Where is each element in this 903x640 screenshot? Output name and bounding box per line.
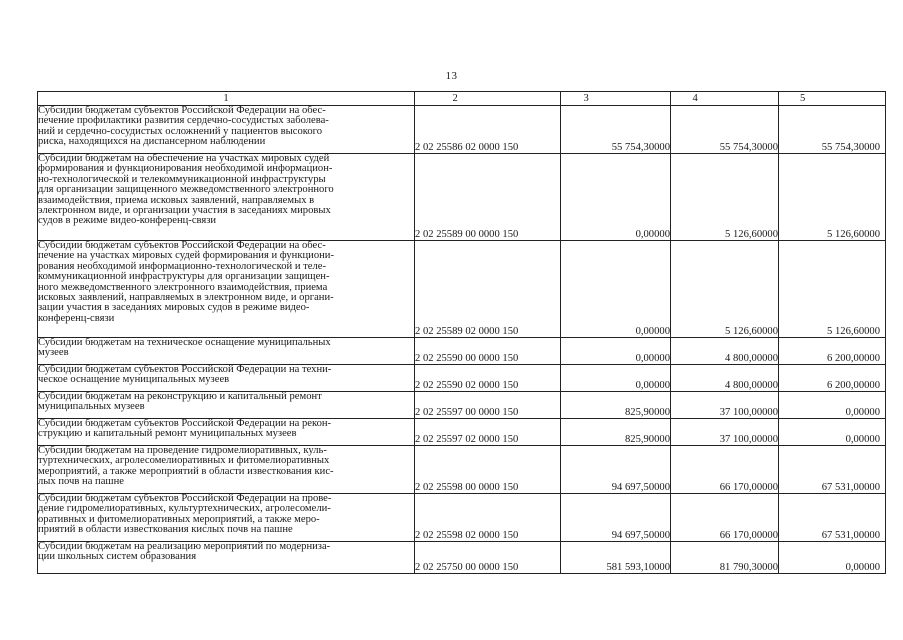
amount-col-4: 5 126,60000 <box>671 241 779 338</box>
description-line: Субсидии бюджетам на реализацию мероприятий по модерниза- <box>38 541 331 552</box>
row-description <box>38 338 415 365</box>
amount-col-3: 94 697,50000 <box>561 494 671 542</box>
description-line: но-технологической и телекоммуникационной инфраструктуры <box>38 173 326 185</box>
description-line: Субсидии бюджетам на техническое оснащение муниципальных <box>38 337 331 348</box>
description-line: Субсидии бюджетам субъектов Российской Федерации на прове- <box>38 493 332 504</box>
column-header-2: 2 <box>415 92 561 106</box>
column-header-3: 3 <box>561 92 671 106</box>
row-description <box>38 392 415 419</box>
budget-code: 2 02 25598 00 0000 150 <box>415 446 561 494</box>
budget-code: 2 02 25750 00 0000 150 <box>415 542 561 574</box>
budget-code: 2 02 25586 02 0000 150 <box>415 106 561 154</box>
budget-code: 2 02 25590 00 0000 150 <box>415 338 561 365</box>
description-line: Субсидии бюджетам на реконструкцию и капитальный ремонт <box>38 391 322 402</box>
row-description <box>38 241 415 338</box>
description-line: ний и сердечно-сосудистых осложнений у пациентов высокого <box>38 125 323 137</box>
description-line: печение на участках мировых судей формирования и функциони- <box>38 250 334 262</box>
table-row <box>38 241 886 338</box>
description-line: музеев <box>38 347 69 359</box>
description-line: для организации защищенного межведомственного электронного <box>38 184 334 196</box>
description-line: приятий в области известкования кислых почв на пашне <box>38 524 293 536</box>
amount-col-4: 81 790,30000 <box>671 542 779 574</box>
amount-col-4: 37 100,00000 <box>671 419 779 446</box>
table-row <box>38 106 886 154</box>
table-row <box>38 542 886 574</box>
page-number: 13 <box>445 70 458 82</box>
budget-code: 2 02 25598 02 0000 150 <box>415 494 561 542</box>
amount-col-5: 0,00000 <box>779 542 886 574</box>
amount-col-4: 55 754,30000 <box>671 106 779 154</box>
amount-col-3: 825,90000 <box>561 419 671 446</box>
budget-code: 2 02 25590 02 0000 150 <box>415 365 561 392</box>
description-line: туртехнических, агролесомелиоративных и фитомелиоративных <box>38 455 330 467</box>
amount-col-4: 4 800,00000 <box>671 365 779 392</box>
description-line: исковых заявлений, направляемых в электронном виде, и органи- <box>38 292 334 304</box>
amount-col-4: 5 126,60000 <box>671 154 779 241</box>
description-line: рования необходимой информационно-технологической и теле- <box>38 260 327 272</box>
table-row <box>38 154 886 241</box>
amount-col-5: 0,00000 <box>779 419 886 446</box>
column-header-4: 4 <box>671 92 779 106</box>
description-line: формирования и функционирования необходимой информацион- <box>38 163 333 175</box>
table-row <box>38 365 886 392</box>
description-line: зации участия в заседаниях мировых судов в режиме видео- <box>38 302 310 314</box>
description-line: ного межведомственного электронного взаимодействия, приема <box>38 281 328 293</box>
budget-code: 2 02 25589 00 0000 150 <box>415 154 561 241</box>
description-line: дение гидромелиоративных, культуртехнических, агролесомели- <box>38 503 331 515</box>
amount-col-5: 6 200,00000 <box>779 338 886 365</box>
amount-col-5: 55 754,30000 <box>779 106 886 154</box>
description-line: Субсидии бюджетам субъектов Российской Федерации на обес- <box>38 105 326 116</box>
row-description <box>38 542 415 574</box>
budget-code: 2 02 25597 00 0000 150 <box>415 392 561 419</box>
description-line: оративных и фитомелиоративных мероприятий, а также меро- <box>38 513 320 525</box>
table-row <box>38 338 886 365</box>
amount-col-5: 5 126,60000 <box>779 154 886 241</box>
row-description <box>38 494 415 542</box>
amount-col-3: 0,00000 <box>561 154 671 241</box>
description-line: Субсидии бюджетам субъектов Российской Федерации на техни- <box>38 364 332 375</box>
amount-col-5: 6 200,00000 <box>779 365 886 392</box>
description-line: лых почв на пашне <box>38 476 124 488</box>
amount-col-3: 581 593,10000 <box>561 542 671 574</box>
amount-col-5: 67 531,00000 <box>779 494 886 542</box>
column-header-5: 5 <box>779 92 886 106</box>
row-description <box>38 106 415 154</box>
description-line: муниципальных музеев <box>38 401 145 413</box>
row-description <box>38 446 415 494</box>
amount-col-5: 0,00000 <box>779 392 886 419</box>
amount-col-5: 5 126,60000 <box>779 241 886 338</box>
table-row <box>38 392 886 419</box>
budget-code: 2 02 25589 02 0000 150 <box>415 241 561 338</box>
description-line: коммуникационной инфраструктуры для организации защищен- <box>38 271 330 283</box>
description-line: риска, находящихся на диспансерном наблюдении <box>38 136 266 148</box>
description-line: Субсидии бюджетам на обеспечение на участках мировых судей <box>38 153 330 164</box>
column-header-1: 1 <box>38 92 415 106</box>
amount-col-4: 4 800,00000 <box>671 338 779 365</box>
row-description <box>38 419 415 446</box>
budget-code: 2 02 25597 02 0000 150 <box>415 419 561 446</box>
amount-col-4: 66 170,00000 <box>671 446 779 494</box>
description-line: конференц-связи <box>38 312 115 324</box>
description-line: судов в режиме видео-конференц-связи <box>38 215 217 227</box>
amount-col-4: 66 170,00000 <box>671 494 779 542</box>
row-description <box>38 365 415 392</box>
amount-col-5: 67 531,00000 <box>779 446 886 494</box>
description-line: Субсидии бюджетам субъектов Российской Федерации на рекон- <box>38 418 332 429</box>
table-header-row <box>38 92 886 106</box>
amount-col-3: 0,00000 <box>561 241 671 338</box>
budget-revenue-table <box>37 91 886 574</box>
description-line: печение профилактики развития сердечно-сосудистых заболева- <box>38 115 329 127</box>
description-line: ции школьных систем образования <box>38 551 197 563</box>
amount-col-4: 37 100,00000 <box>671 392 779 419</box>
description-line: мероприятий, а также мероприятий в области известкования кис- <box>38 465 334 477</box>
amount-col-3: 55 754,30000 <box>561 106 671 154</box>
description-line: ческое оснащение муниципальных музеев <box>38 374 230 386</box>
description-line: Субсидии бюджетам на проведение гидромелиоративных, куль- <box>38 445 327 456</box>
amount-col-3: 825,90000 <box>561 392 671 419</box>
table-row <box>38 419 886 446</box>
table-row <box>38 494 886 542</box>
amount-col-3: 0,00000 <box>561 365 671 392</box>
description-line: Субсидии бюджетам субъектов Российской Федерации на обес- <box>38 240 326 251</box>
description-line: электронном виде, и организации участия в заседаниях мировых <box>38 205 331 217</box>
description-line: струкцию и капитальный ремонт муниципальных музеев <box>38 428 297 440</box>
description-line: взаимодействия, приема исковых заявлений, направляемых в <box>38 194 315 206</box>
amount-col-3: 0,00000 <box>561 338 671 365</box>
row-description <box>38 154 415 241</box>
amount-col-3: 94 697,50000 <box>561 446 671 494</box>
table-body <box>38 106 886 574</box>
table-row <box>38 446 886 494</box>
